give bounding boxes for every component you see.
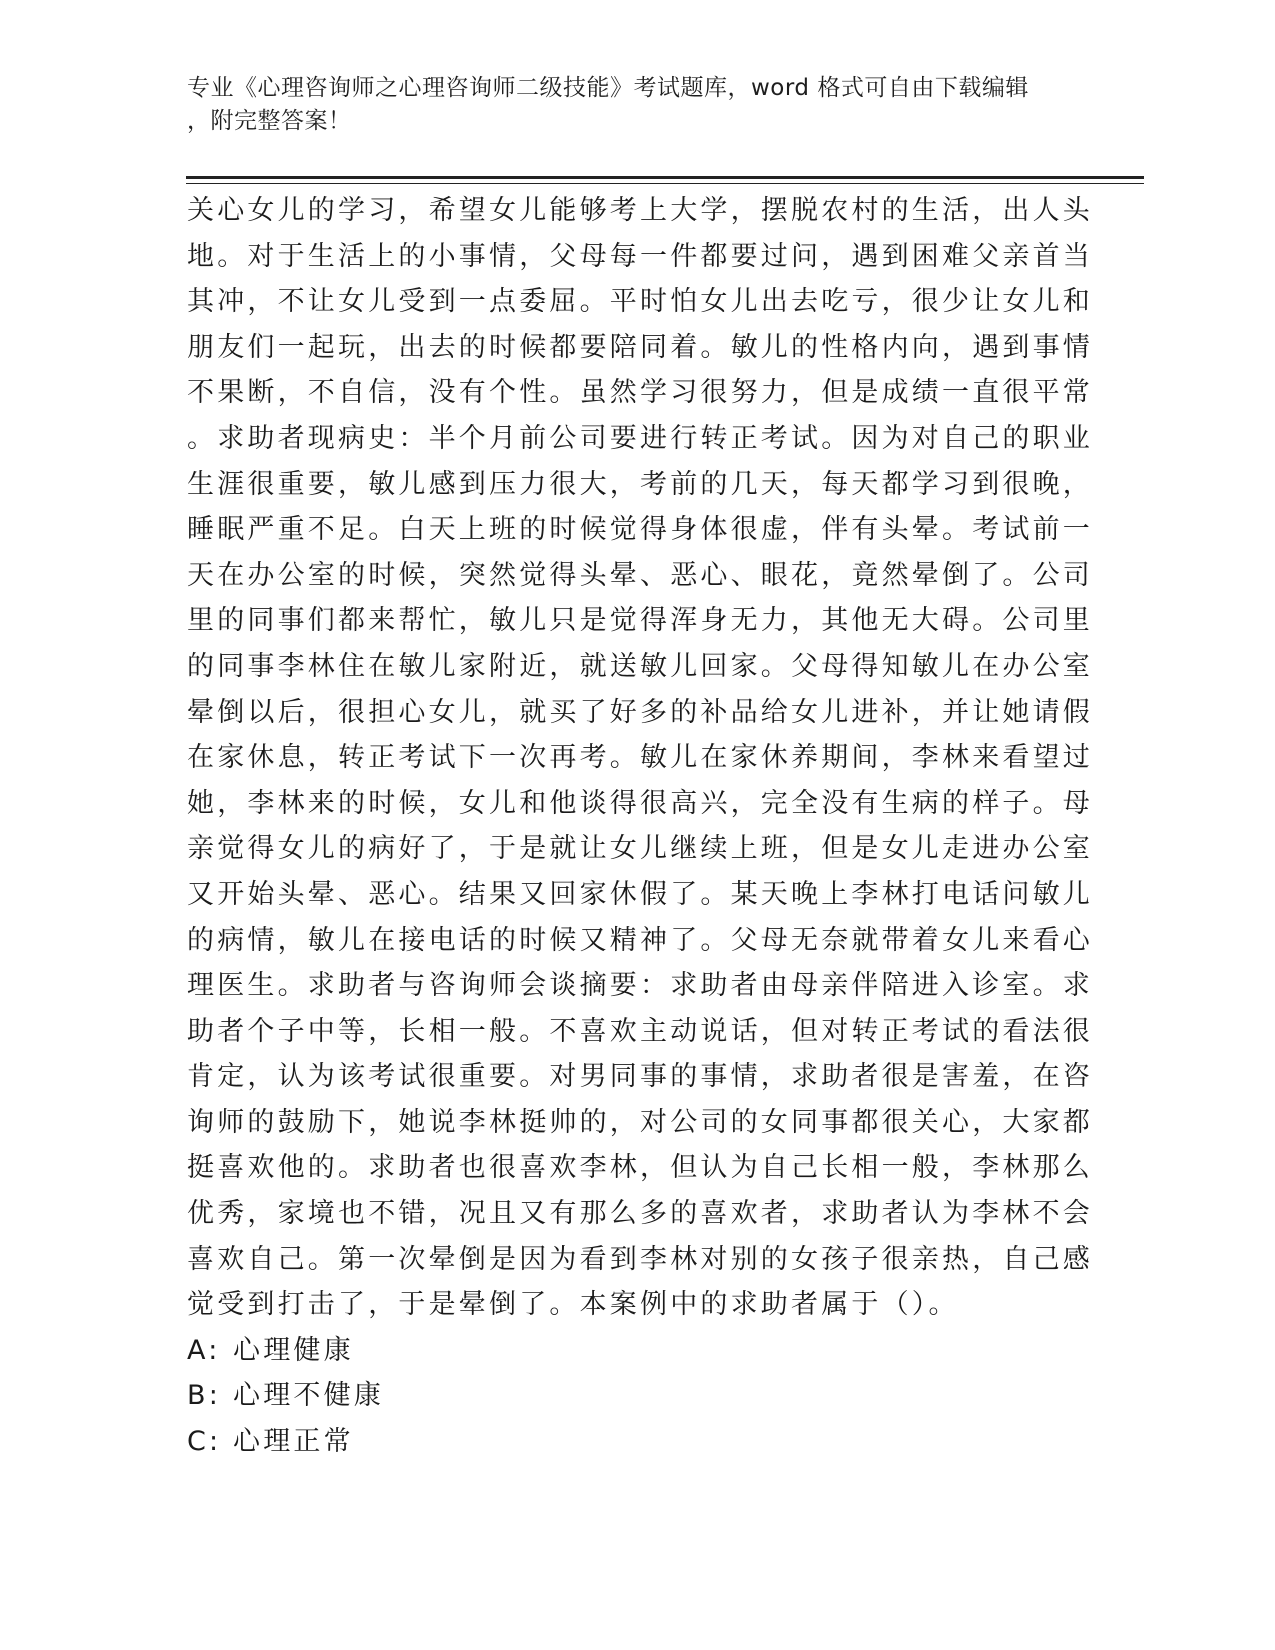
option-a — [187, 1328, 1067, 1374]
question-line: 天在办公室的时候，突然觉得头晕、恶心、眼花，竟然晕倒了。公司 — [187, 559, 1093, 591]
question-body — [187, 188, 1093, 1465]
question-line: 其冲，不让女儿受到一点委屈。平时怕女儿出去吃亏，很少让女儿和 — [187, 286, 1093, 318]
question-line: 觉受到打击了，于是晕倒了。本案例中的求助者属于（）。 — [187, 1289, 959, 1321]
question-line: 亲觉得女儿的病好了，于是就让女儿继续上班，但是女儿走进办公室 — [187, 833, 1093, 865]
question-line: 挺喜欢他的。求助者也很喜欢李林，但认为自己长相一般，李林那么 — [187, 1152, 1093, 1184]
question-line: 理医生。求助者与咨询师会谈摘要：求助者由母亲伴陪进入诊室。求 — [187, 970, 1093, 1002]
header-line-2: ，附完整答案！ — [187, 108, 352, 134]
question-line: 她，李林来的时候，女儿和他谈得很高兴，完全没有生病的样子。母 — [187, 787, 1093, 819]
option-b-text: 心理不健康 — [233, 1380, 384, 1412]
question-line: 生涯很重要，敏儿感到压力很大，考前的几天，每天都学习到很晚， — [187, 468, 1093, 500]
question-line: 的同事李林住在敏儿家附近，就送敏儿回家。父母得知敏儿在办公室 — [187, 650, 1093, 682]
question-line: 关心女儿的学习，希望女儿能够考上大学，摆脱农村的生活，出人头 — [187, 195, 1093, 226]
question-line: 优秀，家境也不错，况且又有那么多的喜欢者，求助者认为李林不会 — [187, 1198, 1093, 1230]
document-header — [187, 72, 1057, 138]
option-a-key: A: — [187, 1334, 221, 1366]
question-line: 不果断，不自信，没有个性。虽然学习很努力，但是成绩一直很平常 — [187, 377, 1093, 409]
question-line: 又开始头晕、恶心。结果又回家休假了。某天晚上李林打电话问敏儿 — [187, 878, 1093, 910]
option-b — [187, 1373, 1067, 1419]
header-rule-thin — [186, 183, 1144, 184]
option-b-key: B: — [187, 1380, 222, 1412]
question-line: 地。对于生活上的小事情，父母每一件都要过问，遇到困难父亲首当 — [187, 240, 1093, 272]
option-c — [187, 1419, 1067, 1465]
question-line: 助者个子中等，长相一般。不喜欢主动说话，但对转正考试的看法很 — [187, 1015, 1093, 1047]
question-line: 的病情，敏儿在接电话的时候又精神了。父母无奈就带着女儿来看心 — [187, 924, 1093, 956]
question-line: 喜欢自己。第一次晕倒是因为看到李林对别的女孩子很亲热，自己感 — [187, 1243, 1093, 1275]
question-line: 晕倒以后，很担心女儿，就买了好多的补品给女儿进补，并让她请假 — [187, 696, 1093, 728]
question-line: 在家休息，转正考试下一次再考。敏儿在家休养期间，李林来看望过 — [187, 742, 1093, 774]
header-rule-thick — [186, 176, 1144, 179]
option-c-key: C: — [187, 1426, 222, 1458]
option-a-text: 心理健康 — [233, 1334, 354, 1366]
question-line: 。求助者现病史：半个月前公司要进行转正考试。因为对自己的职业 — [187, 422, 1093, 454]
question-line: 朋友们一起玩，出去的时候都要陪同着。敏儿的性格内向，遇到事情 — [187, 331, 1093, 363]
question-line: 肯定，认为该考试很重要。对男同事的事情，求助者很是害羞，在咨 — [187, 1061, 1093, 1093]
question-line: 睡眠严重不足。白天上班的时候觉得身体很虚，伴有头晕。考试前一 — [187, 514, 1093, 546]
option-c-text: 心理正常 — [233, 1426, 354, 1458]
question-line: 里的同事们都来帮忙，敏儿只是觉得浑身无力，其他无大碍。公司里 — [187, 605, 1093, 637]
header-line-1: 专业《心理咨询师之心理咨询师二级技能》考试题库，word 格式可自由下载编辑 — [187, 75, 1029, 101]
question-line: 询师的鼓励下，她说李林挺帅的，对公司的女同事都很关心，大家都 — [187, 1106, 1093, 1138]
